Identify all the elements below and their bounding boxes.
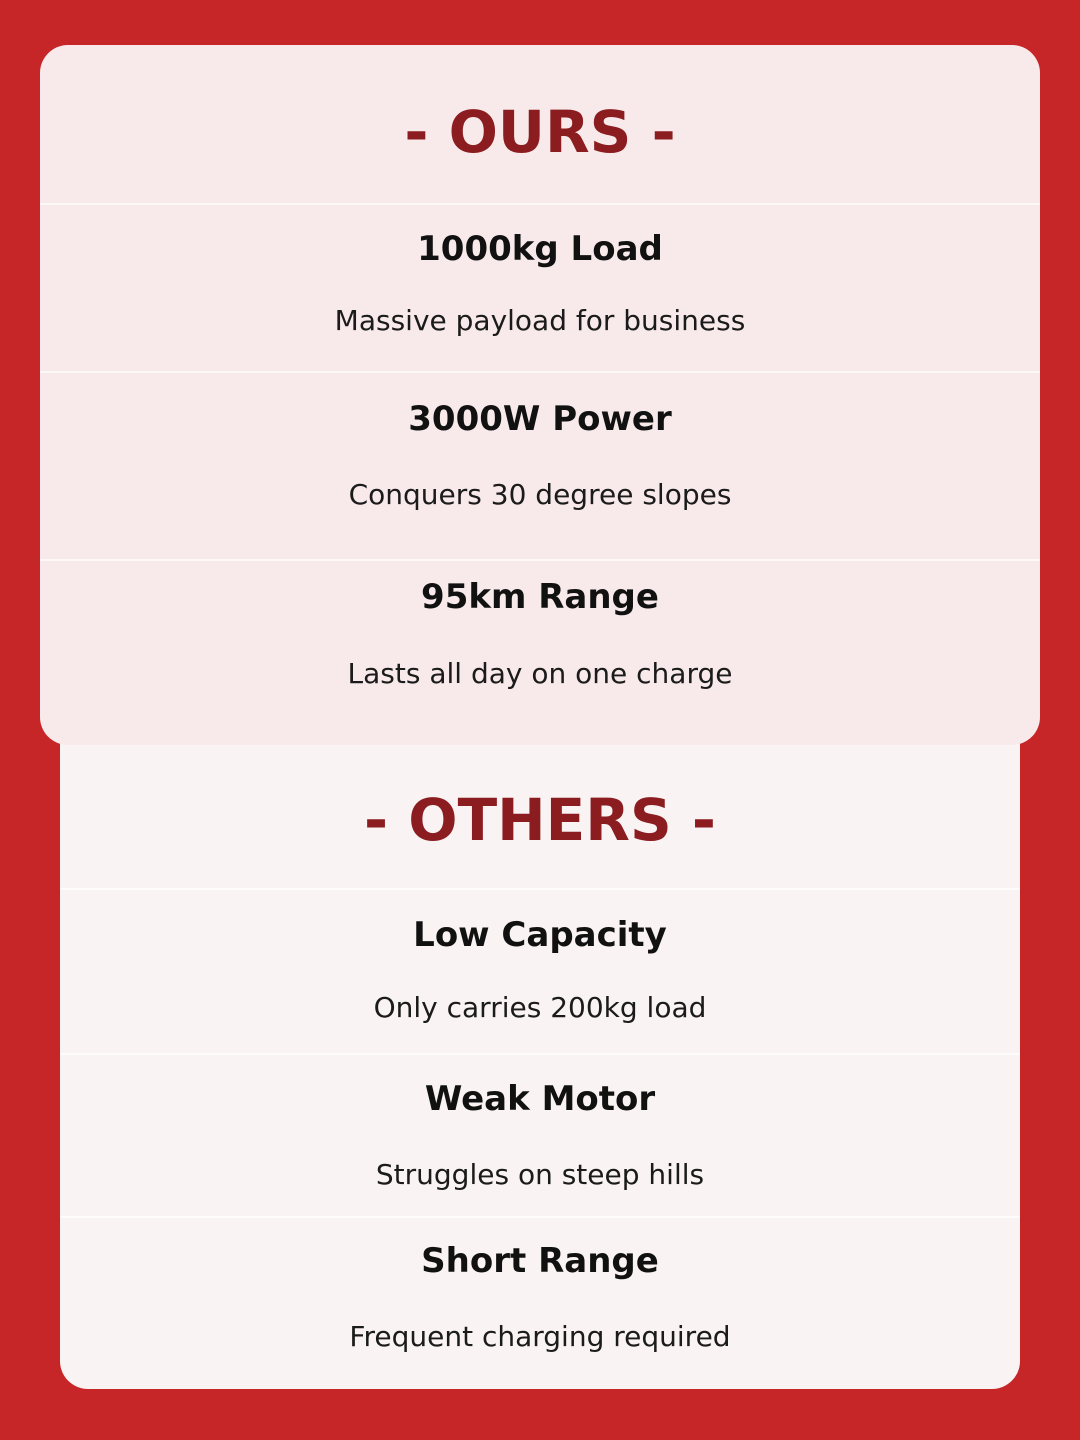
others-heading: - OTHERS - xyxy=(364,786,716,854)
feature-description: Struggles on steep hills xyxy=(375,1158,705,1191)
others-divider-3 xyxy=(60,1216,1020,1218)
feature-title: 3000W Power xyxy=(408,399,672,439)
feature-title: 95km Range xyxy=(421,577,659,617)
ours-card xyxy=(40,45,1040,745)
feature-title: Low Capacity xyxy=(413,915,667,955)
feature-description: Frequent charging required xyxy=(349,1320,731,1353)
others-divider-1 xyxy=(60,888,1020,890)
feature-description: Only carries 200kg load xyxy=(373,991,707,1024)
feature-title: 1000kg Load xyxy=(417,229,663,269)
feature-description: Massive payload for business xyxy=(334,304,746,337)
ours-divider-1 xyxy=(40,203,1040,205)
feature-description: Conquers 30 degree slopes xyxy=(348,478,732,511)
feature-title: Short Range xyxy=(421,1241,659,1281)
ours-divider-3 xyxy=(40,559,1040,561)
ours-heading: - OURS - xyxy=(404,98,676,166)
others-divider-2 xyxy=(60,1053,1020,1055)
feature-description: Lasts all day on one charge xyxy=(347,657,733,690)
others-card xyxy=(60,690,1020,1389)
feature-title: Weak Motor xyxy=(424,1079,656,1119)
ours-divider-2 xyxy=(40,371,1040,373)
